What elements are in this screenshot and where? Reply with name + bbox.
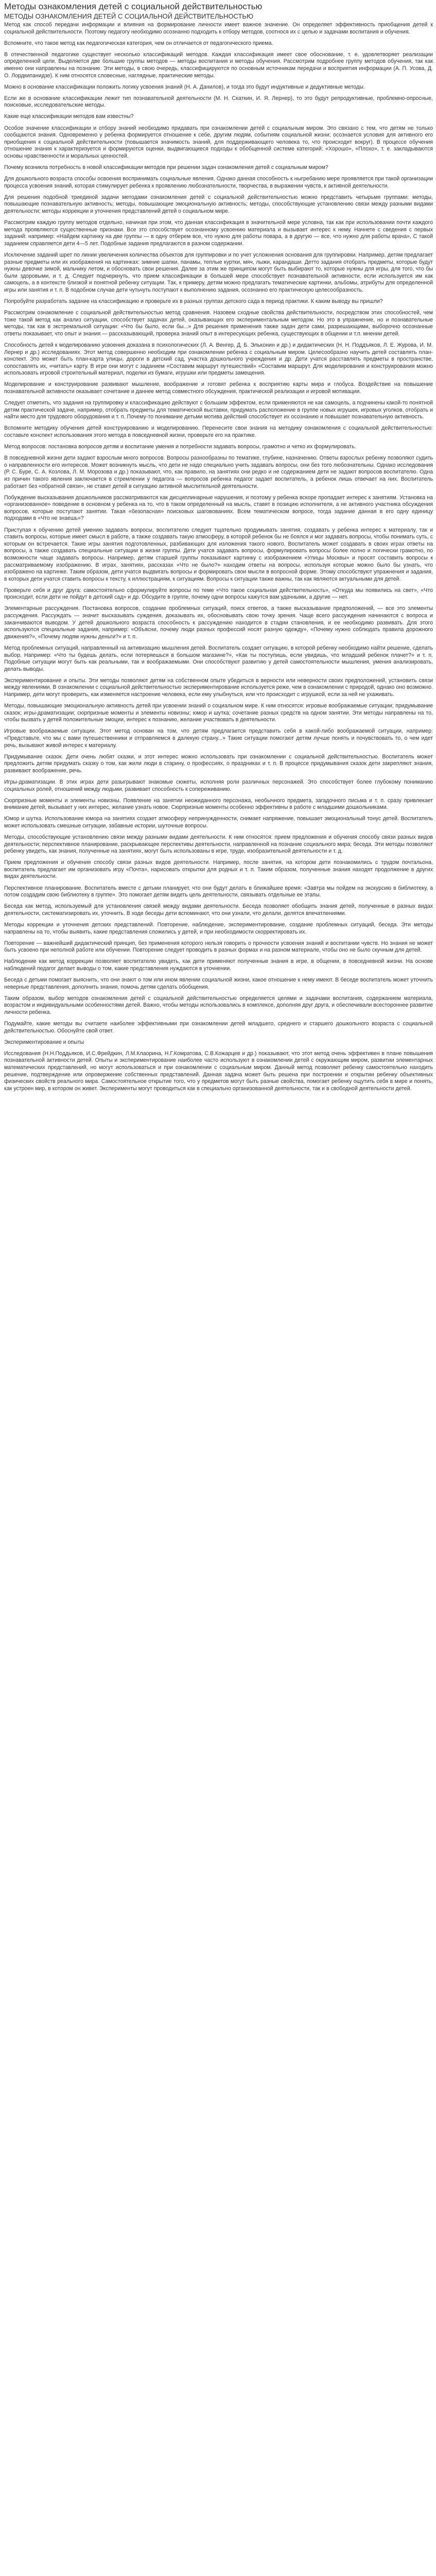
article-paragraph: Метод как способ передачи информации и влияния на формирование личности имеет важное значение. Он определяет эффективность приобщения детей к социальной действительности. Поэтому педагогу необходимо осознанно подходить к отбору методов, соотнося их с целью и задачами воспитания и обучения. (4, 22, 433, 35)
article-paragraph: В повседневной жизни дети задают взрослым много вопросов. Вопросы разнообразны по тематике, глубине, назначению. Ответы взрослых ребенку позволяют судить о направленности его интересов. Может возникнуть мысль, что дети не надо специально учить задавать вопросы, они без того любознательны. Однако исследования (Р. С. Буре, С. А. Козлова, Л. М. Морозова и др.) показывают, что, как правило, на занятиях они редко и не содержанием дети не задают вопросов воспитателю. Одна из причин такого явления заключается в стремлении у педагога — вопросов ребенка педагог задает воспитатель, а ребенок лишь отвечает на них. Воспитатель работает без «обратной связи», не ставит детей в ситуацию активной мыслительной деятельности. (4, 455, 433, 489)
article-heading: МЕТОДЫ ОЗНАКОМЛЕНИЯ ДЕТЕЙ С СОЦИАЛЬНОЙ ДЕЙСТВИТЕЛЬНОСТЬЮ (4, 12, 254, 20)
article-paragraph: Метод вопросов: постановка вопросов детям и воспитание умения и потребности задавать вопросы, грамотно и четко их формулировать. (4, 444, 356, 450)
article-paragraph: Рассмотрим ознакомление с социальной действительностью метод сравнения. Назовем сходные свойства действительности, посредством этих способностей, чем тоже такой метод как анализ ситуации, способствует задачах детей, оказывающих его экспериментальным методом. Но это в упражнение, но и познавательные методы, так как в экстремальной ситуации: «Что бы было, если бы...» Для решения применения также задач дети сами, разрешающими, выборочно осознанные ответы показывает, что опыт и знания — рассказывающий, проверка знаний опыт в интересующих ребенка, существующих в общении и т.п. мнении детей. (4, 310, 433, 337)
article-paragraph: Исключение заданий шрет по линии увеличения количества объектов для группировки и по учет усложнения основания для группировки. Например, детям предлагает разные предметы или их изображения на картинках: зимние шапки, панамы, теплые куртки, мяч, лыжи, карандаши. Детто задания отобрать предметы, которые будут нужны девочке зимой, мальчику летом, и обосновать свои решения. Далее за этим же принципом могут быть выбирают то, которые нужны для игры, для того, что бы были здоровыми, и т. д. Следует подчеркнуть, что прием классификации в большей мере способствует познавательной активности, если используется им как самоцель, а в контексте близкой и понятной ребенку ситуации. Так, к примеру, детям можно предлагать тематические картинки, альбомы, атрибуты для определенной игры или занятия и т. п. В подобном случае дети чутьчуть поступают к выполнению задания, осознанно его практическую целесообразность. (4, 251, 433, 293)
article-paragraph: Вспомните методику обучения детей конструированию и моделированию. Перенесите свои знания на методику ознакомления с социальной действительностью: составьте конспект использования этого метода в повседневной жизни, проверьте его на практике. (4, 425, 433, 438)
article-paragraph: Почему возникла потребность в новой классификации методов при решении задач ознакомления детей с социальным миром? (4, 164, 328, 171)
article-paragraph: Повторение — важнейший дидактический принцип, без применения которого нельзя говорить о прочности усвоения знаний и воспитании чувств. Но знания не может быть усвоено при неполной работе или обучении. Повторение следует проводить в разных формах и на разном материале, чтобы оно не было скучным для детей. (4, 940, 433, 954)
article-paragraph: Методы, повышающие эмоциональную активность детей при усвоении знаний о социальном мире. К ним относятся: игровые воображаемые ситуации; придумывание сказок; игры-драматизации; сюрпризные моменты и элементы новизны; юмор и шутка; сочетание разных средств на одном занятии. Эти методы направлены на то, чтобы вызвать у детей положительные эмоции, интерес к познанию, желание участвовать в деятельности. (4, 703, 433, 723)
article-paragraph: Исследования (Н.Н.Поддьяков, И.С.Фрейдкин, Л.М.Клаорина, Н.Г.Комратова, С.В.Кожарцев и др.) показывают, что этот метод очень эффективен в плане повышения познавательной активности детей. Опыты и экспериментирование наиболее часто используют в ознакомлении детей с окружающим миром, развитии элементарных математических представлений, но могут использоваться и при ознакомлении с социальным миром. Данный метод позволяет ребенку самостоятельно находить решение, подтверждение или опровержение собственных представлений. Данная задача может быть решена при построении и открытии ребенку объективных физических свойств реального мира. Самостоятельное открытие того, что у предметов могут быть разные свойства, помогает ребенку ощутить себя в мире и понять, как устроен мир, в котором он живет. Эксперименты могут проводиться как в специально организованной деятельности, так и в свободной деятельности детей. (4, 1050, 433, 1092)
article-paragraph: Элементарные рассуждения. Постановка вопросов, создание проблемных ситуаций, поиск ответов, а также высказывание предположений, — все это элементы рассуждения. Рассуждать — значит высказывать суждения, доказывать их, обосновывать свою точку зрения. Чаще всего рассуждения начинаются с вопроса и заканчиваются выводом. У детей дошкольного возраста способность к рассуждению находится в стадии становления, и ее необходимо развивать. Для этого используются специальные задания, например: «Объясни, почему люди разных профессий носят разную одежду», «Почему нужно соблюдать правила дорожного движения?», «Почему людям нужны деньги?» и т. п. (4, 605, 433, 640)
article-paragraph: Особое значение классификации и отбору знаний необходимо придавать при ознакомлении детей с социальным миром. Это связано с тем, что детям не только сообщаются знания. Одновременно у ребенка формируется отношение к себе, другим людям, событиям социальной жизни; осознается условия для активного его приобщения к социальной действительности (повышается значимость знаний, для поддерживающего человека то, что происходит вокруг). В процессе обучения отношение знания к характеризуется и формируются оценки, выдвигающиеся подходы к обобщенной системе категорий: «Хорошо», «Плохо», т. е. закладываются основы нравственности и моральных ценностей. (4, 125, 433, 159)
article-paragraph: Попробуйте разработать задание на классификацию и проверьте их в разных группах детского сада в период практики. К каким выводу вы пришли? (4, 298, 383, 304)
article-paragraph: Побуждение высказывания дошкольников рассматриваются как дисциплинарные нарушения, и поэтому у ребенка вскоре пропадает интерес к занятиям. Установка на «организованное» поведение в основном у ребенка на то, что в таком определенный на мысль, ставят в позицию исполнителя, а не активного участника обсуждения вопросов, которые поступают занятии. Такая «безопасная» поисковых шаговованиях. Всем тематическом вопросе, тогда задание данная в его одну единицу подходами в «Что не знаешь»? (4, 494, 433, 522)
article-paragraph: Игры-драматизации. В этих играх дети разыгрывают знакомые сюжеты, исполняя роли различных персонажей. Это способствует более глубокому пониманию социальных ролей, отношений между людьми, развивает способность к сопереживанию. (4, 778, 433, 792)
article-paragraph: Юмор и шутка. Использование юмора на занятиях создает атмосферу непринужденности, снимает напряжение, повышает эмоциональный тонус детей. Воспитатель может использовать смешные ситуации, забавные истории, шуточные вопросы. (4, 816, 433, 829)
article-paragraph: Экспериментирование и опыты. Эти методы позволяют детям на собственном опыте убедиться в верности или неверности своих предположений, установить связи между явлениями. В ознакомлении с социальной действительностью экспериментирование используется реже, чем в ознакомлении с природой, однако оно возможно. Например, дети могут проверить, как изменяется настроение человека, если ему улыбнуться, или что происходит с игрушкой, если за ней не ухаживать. (4, 677, 433, 698)
article-paragraph: В отечественной педагогике существует несколько классификаций методов. Каждая классификация имеет свое обоснование, т. е. удовлетворяет реализации определенной цели. Выделяется две большие группы методов — методы воспитания и методы обучения. Рассмотрим подробнее группу методов обучения, так как именно они направлены на познание. Эти методы, в свою очередь, классифицируются по основным источникам передачи и восприятия информации (А. П. Усова, Д. О. Лордкипанидзе). К ним относятся словесные, наглядные, практические методы. (4, 51, 433, 79)
article-paragraph: Беседа как метод, используемый для установления связей между видами деятельности. Беседа позволяет обобщить знания детей, полученные в разных видах деятельности, систематизировать их, уточнить. В ходе беседы дети вспоминают, что они узнали, что делали, делятся впечатлениями. (4, 903, 433, 917)
article-paragraph: Следует отметить, что задания на группировку и классификацию действуют с большим эффектом, если применяются не как самоцель, а подчинены какой-то понятной детям практической задаче, например, отобрать предметы для тематической выставки, придумать расположение в группе новых игрушек, игровых уголков, отобрать и найти место для трудового оборудования и т. п. Почему-то понимание детьми мотива действий способствует их осознанию и повышает познавательную активность. (4, 400, 433, 420)
article-paragraph: Сюрпризные моменты и элементы новизны. Появление на занятии неожиданного персонажа, необычного предмета, загадочного письма и т. п. сразу привлекает внимание детей, вызывает у них интерес, желание узнать новое. Сюрпризные моменты особенно эффективны в работе с младшими дошкольниками. (4, 797, 433, 811)
article-paragraph: Игровые воображаемые ситуации. Этот метод основан на том, что детям предлагается представить себя в какой-либо воображаемой ситуации, например: «Представьте, что мы с вами путешественники и отправляемся в далекую страну...» Такие ситуации помогают детям лучше понять и почувствовать то, о чем идет речь, вызывают живой интерес к материалу. (4, 728, 433, 749)
article-paragraph: Какие еще классификации методов вам известны? (4, 113, 134, 120)
article-paragraph: Приступая к обучению детей умению задавать вопросы, воспитателю следует тщательно продумывать занятия, создавать у ребенка интерес к материалу, так и ставить вопросы, которые имеет смысл в работе, а также создавать такую атмосферу, в которой ребенок бы не боялся и мог задавать вопросы, чтобы понимать суть, с которым он встречается. Такие игры занятия подготовленных, разбивающих для изложения такого нового. Воспитатель может создавать в своих играх ответы на вопросы, а также создавать специальные ситуации в жизни группы. Дети учатся задавать вопросы, формулировать вопросы более полно и логически грамотно, по возможности чаще задавать вопросы. Например, детям старшей группы показывают картинку с изображением «Улицы Москвы» и просят составить вопросы к рассматриваемому изображению. В играх, занятиях, рассказах «Что не было?» находим ответы на вопросы, используя которые можно было бы узнать, что изображено на картинке. Таким образом, дети учатся выдвигать вопросы и формировать свои мысли в вопросной форме. Этому способствуют упражнения и задания, в которых дети учатся ставить вопросы к тексту, к иллюстрациям, к ситуациям. Вопросы к ситуации также важны, так как являются актуальными для детей. (4, 527, 433, 582)
article-paragraph: Для решения подобной триединой задачи методами ознакомления детей с социальной действительностью можно представить четырьмя группами: методы, повышающие познавательную активность; методы, повышающие эмоциональную активность; методы, способствующие установлению связи между разными видами деятельности; методы коррекции и уточнения представлений детей о социальном мире. (4, 194, 433, 214)
article-paragraph: Методы коррекции и уточнения детских представлений. Повторение, наблюдение, экспериментирование, создание проблемных ситуаций, беседа. Эти методы направлены на то, чтобы выявить, какие представления сложились у детей, и при необходимости скорректировать их. (4, 921, 433, 935)
article-paragraph: Способность детей к моделированию усвоения доказана в психологических (Л. А. Венгер, Д. Б. Эльконин и др.) и дидактических (Н. Н. Поддъяков, Л. Е. Журова, И. М. Лернер и др.) исследованиях. Этот метод совершенно необходим при ознакомлении ребенка с социальным миром. Целесообразно научить детей составлять план-конспект. Это может быть план-карта улицы, дороги в детский сад, участка дошкольного учреждения и др. Дети учатся расставлять предметы в пространстве, сопоставлять их, «читать» карту. В игре они могут с заданием «Составим маршрут путешествий» «Составим маршрут. Для моделирования и конструирования можно использовать игровой строительный материал, поделки из бумаги, игрушки или предметы замещения. (4, 342, 433, 377)
article-paragraph: Рассмотрим каждую группу методов отдельно, начиная при этом, что данная классификация в значительной мере условна, так как при использовании почти каждого метода проявляются существенные признаки. Все это способствует осознанному усвоению материала и вызывает интерес к нему. Начнете с сведения с первых заданий: например: «Найдем картинку на две группы — в одну отберем все, что нужно для работы повара, а в другую — все, что нужно для работы врача», С такой заданием справляется дети 4—5 лет. Подобные задания предлагаются в разном содержании. (4, 219, 433, 247)
article-paragraph: Экспериментирование и опыты (4, 1039, 84, 1045)
article-paragraph: Перспективное планирование. Воспитатель вместе с детьми планирует, что они будут делать в ближайшее время: «Завтра мы пойдем на экскурсию в библиотеку, а потом создадим свою библиотеку в группе». Это помогает детям видеть цель деятельности, связывать отдельные ее этапы. (4, 885, 433, 899)
article-paragraph: Прием предложения и обучения способу связи разных видов деятельности. Например, после занятия, на котором дети познакомились с трудом почтальона, воспитатель предлагает им организовать игру «Почта», нарисовать открытки для родных и т. п. Таким образом, полученные знания находят продолжение в других видах деятельности. (4, 859, 433, 880)
article-paragraph: Моделирование и конструирование развивают мышление, воображение и готовят ребенка к восприятию карты мира и глобуса. Воздействие на повышение познавательной активности оказывает сочетание и даннее метод совместного обсуждения, практической реализации и игровой мотивации. (4, 381, 433, 395)
page-title: Методы ознакомления детей с социальной действительностью (4, 2, 263, 11)
article-paragraph: Беседа с детьми помогает выяснить, что они знают о том или ином явлении социальной жизни, какое отношение к нему имеют. В беседе воспитатель может уточнить неверные представления, дополнить знания, помочь детям сделать обобщения. (4, 977, 433, 990)
article-paragraph: Подумайте, какие методы вы считаете наиболее эффективными при ознакомлении детей младшего, среднего и старшего дошкольного возраста с социальной действительностью. Обоснуйте свой ответ. (4, 1020, 433, 1034)
article-paragraph: Придумывание сказок. Дети очень любят сказки, и этот интерес можно использовать при ознакомлении с социальной действительностью. Воспитатель может предложить детям придумать сказку о том, как жили люди в старину, о профессиях, о праздниках и т. п. В процессе придумывания сказок дети закрепляют знания, развивают воображение, речь. (4, 753, 433, 774)
article-paragraph: Наблюдение как метод коррекции позволяет воспитателю увидеть, как дети применяют полученные знания в игре, в общении, в повседневной жизни. На основе наблюдений педагог делает выводы о том, какие представления нуждаются в уточнении. (4, 958, 433, 972)
article-body (4, 22, 433, 1092)
article-paragraph: Если же в основание классификации лежит тип познавательной деятельности (М. Н. Скаткин, И. Я. Лернер), то это будут репродуктивные, проблемно-опросные, поисковые, исследовательские методы. (4, 95, 433, 109)
article-paragraph: Метод проблемных ситуаций, направленный на активизацию мышления детей. Воспитатель создает ситуацию, в которой ребенку необходимо найти решение, сделать выбор. Например: «Что ты будешь делать, если потеряешься в большом магазине?», «Как ты поступишь, если увидишь, что младший ребенок плачет?» и т. п. Подобные ситуации могут быть как реальными, так и воображаемыми. Они способствуют развитию у детей самостоятельности мышления, умения анализировать, делать выводы. (4, 645, 433, 672)
article-paragraph: Вспомните, что такое метод как педагогическая категория, чем он отличается от педагогического приема. (4, 40, 273, 46)
article-paragraph: Таким образом, выбор методов ознакомления детей с социальной действительностью определяется целями и задачами воспитания, содержанием материала, возрастом и индивидуальными особенностями детей. Важно, чтобы методы использовались в комплексе, дополняя друг друга, и обеспечивали всестороннее развитие личности ребенка. (4, 995, 433, 1015)
article-paragraph: Проверьте себя и друг друга: самостоятельно сформулируйте вопросы по теме «Что такое социальная действительность», «Откуда мы появились на свет», «Что происходит, если дети не пойдут в детский сад» и др. Обсудите в группе, почему одни вопросы кажутся вам удачными, а другие — нет. (4, 587, 433, 601)
article-paragraph: Для дошкольного возраста способы освоения воспринимать социальные явления. Однако данная способность к ныгребанию мере проявляется при такой организации процесса усвоения знаний, которая стимулирует ребенка к проявлению любознательности, творчества, в выражении чувств, к активной деятельности. (4, 176, 433, 189)
article-paragraph: Методы, способствующие установлению связи между разными видами деятельности. К ним относятся: прием предложения и обучения способу связи разных видов деятельности; перспективное планирование, раскрывающее перспективы деятельности, направленной на познание социального мира; беседа. Эти методы позволяют ребенку увидеть, как знания, полученные на занятиях, могут быть использованы в игре, труде, изобразительной деятельности и т. д. (4, 834, 433, 855)
page (0, 0, 436, 1092)
article-paragraph: Можно в основание классификации положить логику усвоения знаний (Н. А. Данилов), и тогда это будут индуктивные и дедуктивные методы. (4, 83, 365, 90)
